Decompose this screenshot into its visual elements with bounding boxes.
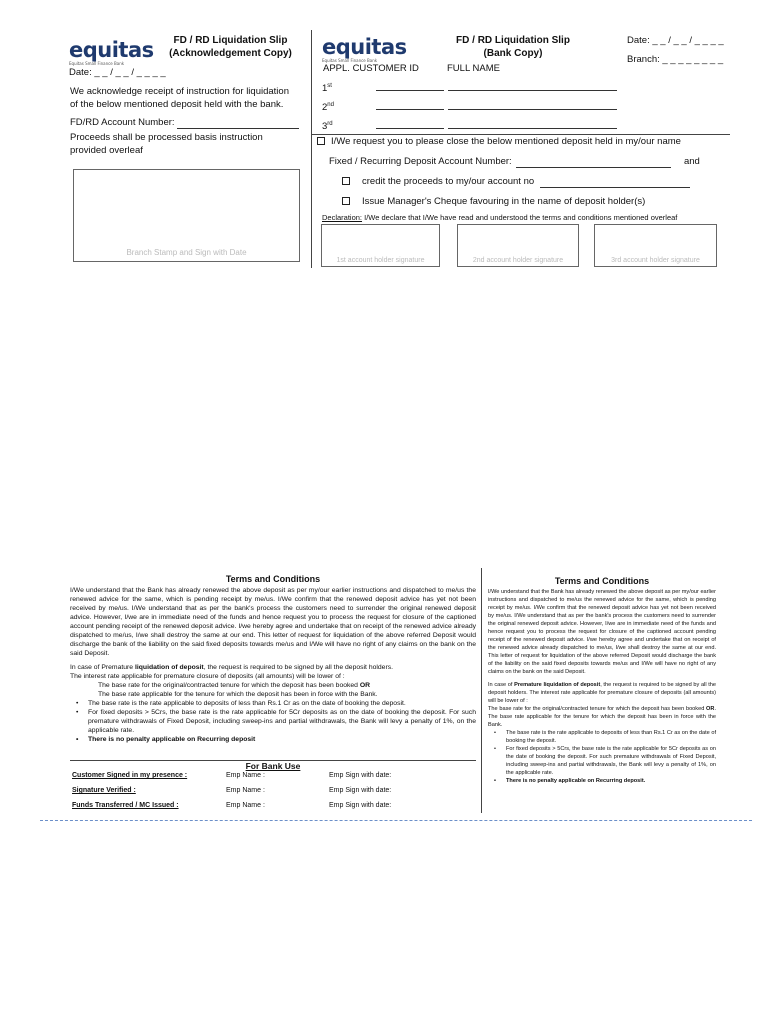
bank-use-sig-3[interactable]: Emp Sign with date: <box>329 802 392 809</box>
terms-left-bullets <box>70 699 476 744</box>
terms-right-para2 <box>488 681 716 705</box>
terms-divider <box>481 568 482 813</box>
signature-label-3: 3rd account holder signature <box>611 257 700 264</box>
terms-left-para2-post: , the request is required to be signed by all the deposit holders. <box>203 664 394 671</box>
ack-account-field[interactable] <box>177 128 299 129</box>
terms-right-para3-or: OR <box>706 706 715 712</box>
cut-line <box>40 820 752 821</box>
close-request-checkbox[interactable] <box>317 137 325 145</box>
terms-right-para3-pre: The base rate for the original/contracted tenure for which the deposit has been booked <box>488 706 707 712</box>
terms-right-para1: I/We understand that the Bank has already renewed the above deposit as per my/our earlier instructions and dispatched to me/us the renewed advice for the same, which is pending receipt by me/us. I/We confirm that the renewed deposit advice has yet not been received by me/us. I/We understand that as per the bank's process the customers need to surrender the original renewed deposit advice. However, I/we are in immediate need of the funds and hence request you to process the request for closure of the captioned account pending receipt of the renewed deposit advice. I/we hereby agree and undertake that on receipt of the renewed advice already dispatched to me/us, I/we shall destroy the same at our end. This letter of request for liquidation of the above referred Deposit would discharge the bank of the liability on the said fixed deposits towards me/us and I/We will have no right of any claims on the bank on the said Deposit. <box>488 589 716 675</box>
deposit-number-label: Fixed / Recurring Deposit Account Number: <box>329 156 512 167</box>
ack-text: We acknowledge receipt of instruction for liquidation of the below mentioned deposit held with the bank. <box>70 86 289 110</box>
terms-right-title: Terms and Conditions <box>554 576 650 586</box>
deposit-number-row <box>329 155 700 168</box>
close-request-text: I/We request you to please close the below mentioned deposit held in my/our name <box>331 136 681 147</box>
customer-id-field-3[interactable] <box>376 118 444 129</box>
terms-left-bullet3: • There is no penalty applicable on Recurring deposit <box>70 735 476 744</box>
terms-left-title: Terms and Conditions <box>225 574 321 584</box>
terms-right-bullets <box>488 729 716 785</box>
full-name-field-2[interactable] <box>448 99 617 110</box>
terms-right-para2-bold: Premature liquidation of deposit <box>514 682 601 688</box>
credit-account-field[interactable] <box>540 187 690 188</box>
terms-left-bullet1: • The base rate is the rate applicable to deposits of less than Rs.1 Cr as on the date of booking the deposit. <box>70 699 476 708</box>
ack-title-line1: FD / RD Liquidation Slip <box>173 35 288 46</box>
ack-title <box>168 34 293 60</box>
holder-sup: nd <box>327 102 334 108</box>
option-cheque-checkbox[interactable] <box>342 197 350 205</box>
holder-sup: rd <box>327 121 333 127</box>
terms-right-para3 <box>488 705 716 729</box>
holder-num: 1 <box>322 83 328 95</box>
signature-box-2[interactable] <box>457 224 579 267</box>
signature-box-3[interactable] <box>594 224 717 267</box>
bank-use-title: For Bank Use <box>245 761 301 771</box>
signature-label-2: 2nd account holder signature <box>472 257 564 264</box>
col-full-name: FULL NAME <box>447 63 500 74</box>
bank-logo <box>322 37 407 63</box>
bank-title-line1: FD / RD Liquidation Slip <box>456 35 570 46</box>
terms-left-indent1-or: OR <box>359 682 371 689</box>
bank-use-emp-2[interactable]: Emp Name : <box>226 787 265 794</box>
bank-title-line2: (Bank Copy) <box>483 48 543 59</box>
bank-use-row-1 <box>72 772 472 782</box>
bank-use-label-3: Funds Transferred / MC Issued : <box>72 802 179 809</box>
ack-logo-tagline: Equitas Small Finance Bank <box>69 61 125 66</box>
slip-divider <box>311 30 312 268</box>
holder-row-2 <box>322 99 622 113</box>
full-name-field-3[interactable] <box>448 118 617 129</box>
bank-use-row-2 <box>72 787 472 797</box>
option-credit-row <box>342 175 690 188</box>
holder-row-1 <box>322 80 622 94</box>
signature-box-1[interactable] <box>321 224 440 267</box>
ack-account-label: FD/RD Account Number: <box>70 117 175 128</box>
full-name-field-1[interactable] <box>448 80 617 91</box>
bank-use-sig-1[interactable]: Emp Sign with date: <box>329 772 392 779</box>
option-credit-checkbox[interactable] <box>342 177 350 185</box>
deposit-number-field[interactable] <box>516 167 671 168</box>
holder-row-3 <box>322 118 622 132</box>
holder-sup: st <box>327 83 332 89</box>
ack-account-row <box>70 116 299 129</box>
terms-right-bullet3: • There is no penalty applicable on Recurring deposit. <box>488 777 716 785</box>
bank-title <box>448 34 578 60</box>
terms-left-para3: The interest rate applicable for premature closure of deposits (all amounts) will be lower of : <box>70 673 345 680</box>
bank-logo-tagline: Equitas Small Finance Bank <box>322 58 378 63</box>
terms-right-bullet1: • The base rate is the rate applicable to deposits of less than Rs.1 Cr as on the date of booking the deposit. <box>488 729 716 745</box>
option-cheque-row <box>342 195 645 208</box>
option-credit-text: credit the proceeds to my/our account no <box>362 176 535 187</box>
terms-left-para2-pre: In case of Premature <box>70 664 135 671</box>
declaration <box>322 213 677 222</box>
ack-logo-text: equitas <box>69 38 154 62</box>
bank-use-label-2: Signature Verified : <box>72 787 136 794</box>
customer-id-field-1[interactable] <box>376 80 444 91</box>
terms-right-para2-post: , the request is required to be signed by all the deposit holders. The interest rate applicable for premature closure of deposits (all amounts) will be lower of : <box>488 682 716 704</box>
holder-num: 3 <box>322 121 328 133</box>
terms-left-body <box>70 586 476 744</box>
bank-logo-text: equitas <box>322 35 407 59</box>
col-customer-id: APPL. CUSTOMER ID <box>323 63 419 74</box>
bank-use-emp-1[interactable]: Emp Name : <box>226 772 265 779</box>
terms-right-body <box>488 588 716 785</box>
ack-stamp-label: Branch Stamp and Sign with Date <box>126 248 247 257</box>
terms-left-indent2: The base rate applicable for the tenure for which the deposit has been in force with the Bank. <box>98 691 378 698</box>
terms-left-para2 <box>70 663 476 672</box>
bank-use-label-1: Customer Signed in my presence : <box>72 772 188 779</box>
ack-date: Date: _ _ / _ _ / _ _ _ _ <box>69 67 166 78</box>
signature-label-1: 1st account holder signature <box>336 257 425 264</box>
terms-left-indent1 <box>70 681 476 690</box>
customer-id-field-2[interactable] <box>376 99 444 110</box>
ack-title-line2: (Acknowledgement Copy) <box>169 48 292 59</box>
ack-stamp-box[interactable] <box>73 169 300 262</box>
terms-left-para2-bold: liquidation of deposit <box>134 664 204 671</box>
terms-right-para2-pre: In case of <box>488 682 515 688</box>
terms-left-indent1-text: The base rate for the original/contracted tenure for which the deposit has been booked <box>98 682 358 689</box>
declaration-text: I/We declare that I/We have read and understood the terms and conditions mentioned overleaf <box>364 213 678 222</box>
bank-use-row-3 <box>72 802 472 812</box>
terms-right-bullet2: • For fixed deposits > 5Crs, the base rate is the rate applicable for 5Cr deposits as on the date of booking the deposit. For such premature withdrawals of Fixed Deposit, including sweep-ins and partial withdrawals, the Bank will levy a penalty of 1%, on the applicable rate. <box>488 745 716 777</box>
bank-branch: Branch: _ _ _ _ _ _ _ _ <box>627 54 724 65</box>
bank-use-emp-3[interactable]: Emp Name : <box>226 802 265 809</box>
ack-logo <box>69 40 154 66</box>
close-request-row <box>317 135 681 148</box>
bank-date: Date: _ _ / _ _ / _ _ _ _ <box>627 35 724 46</box>
ack-proceeds-text: Proceeds shall be processed basis instruction provided overleaf <box>70 132 263 156</box>
option-cheque-text: Issue Manager's Cheque favouring in the name of deposit holder(s) <box>362 196 646 207</box>
terms-left-para1: I/We understand that the Bank has already renewed the above deposit as per my/our earlier instructions and dispatched to me/us the renewed advice for the same, which is pending receipt by me/us. I/We confirm that the renewed deposit advice has yet not been received by me/us. I/We understand that as per the bank's process the customers need to surrender the original renewed deposit advice. However, I/we are in immediate need of the funds and hence request you to process the request for closure of the captioned account pending receipt of the renewed deposit advice. I/we hereby agree and undertake that on receipt of the renewed advice already dispatched to me/us, I/we shall destroy the same at our end. This letter of request for liquidation of the above referred Deposit would discharge the bank of the liability on the said fixed deposits towards me/us and I/We will have no right of any claims on the bank on the said Deposit. <box>70 587 476 657</box>
deposit-and-label: and <box>683 156 700 167</box>
terms-left-bullet2: • For fixed deposits > 5Crs, the base rate is the rate applicable for 5Cr deposits as on the date of booking the deposit. For such premature withdrawals of Fixed Deposit, including sweep-ins and partial withdrawals, the Bank will levy a penalty of 1%, on the applicable rate. <box>70 708 476 735</box>
terms-right-para3-post: . The base rate applicable for the tenure for which the deposit has been in force with the Bank. <box>488 706 716 728</box>
holder-num: 2 <box>322 102 328 114</box>
declaration-label: Declaration: <box>322 213 363 222</box>
bank-use-sig-2[interactable]: Emp Sign with date: <box>329 787 392 794</box>
